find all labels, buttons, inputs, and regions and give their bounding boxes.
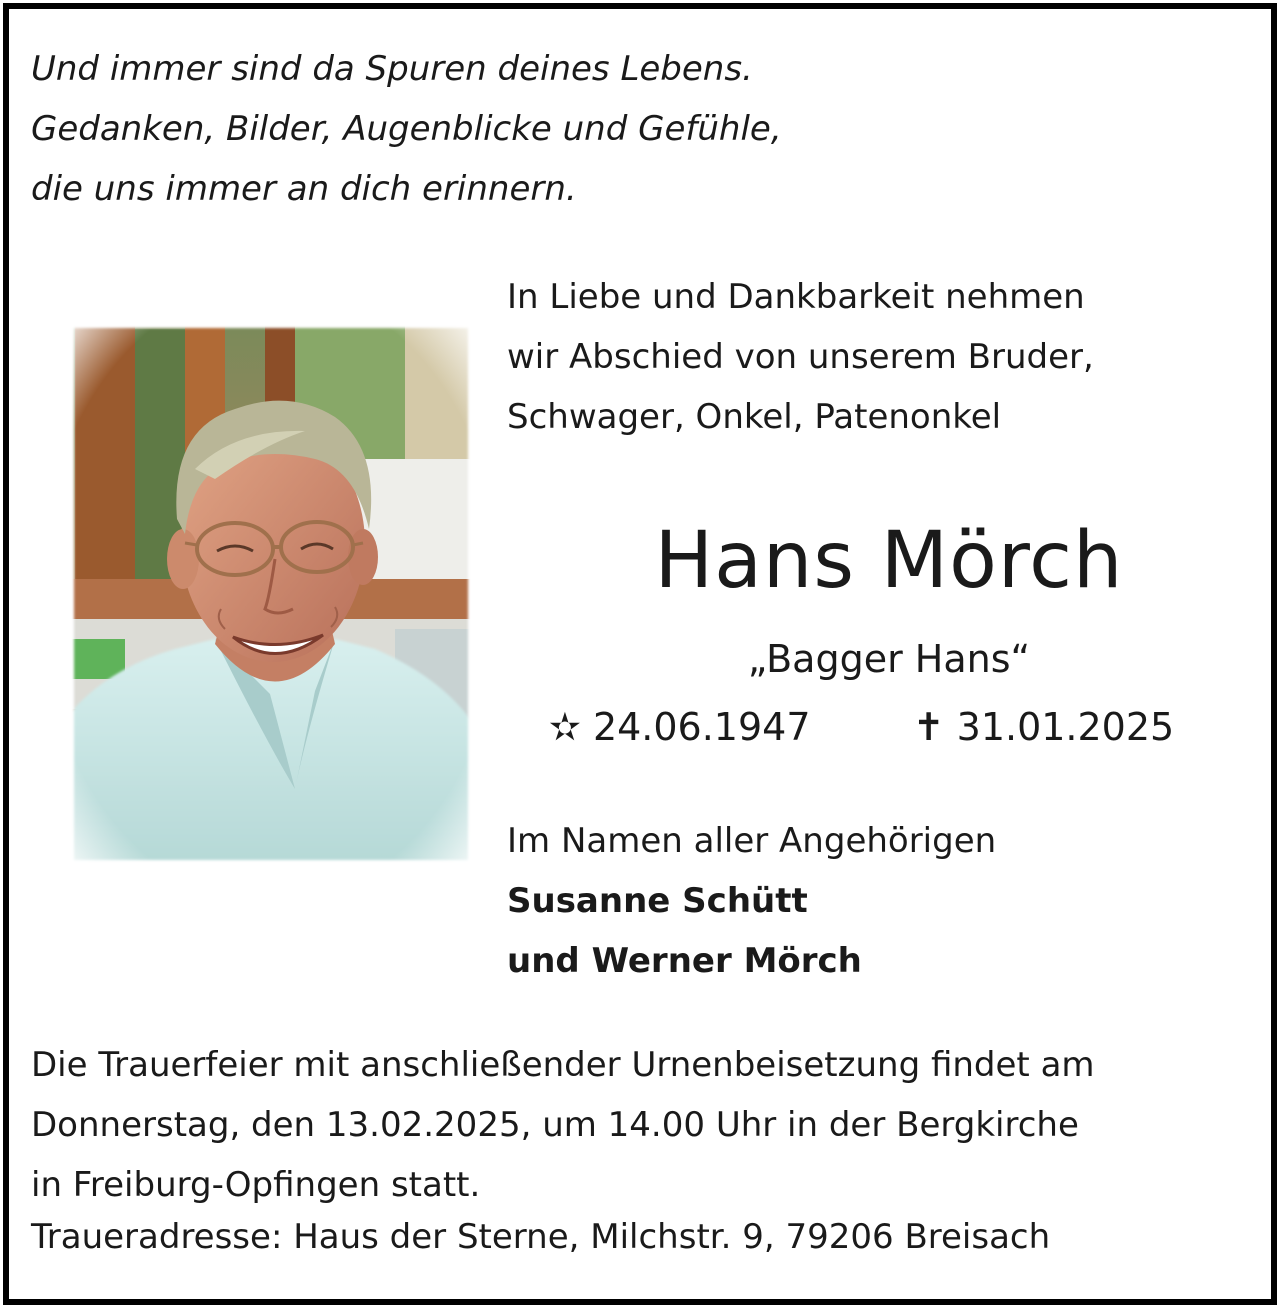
- service-line-3: in Freiburg-Opfingen statt.: [31, 1165, 481, 1205]
- signatory-name-2: und Werner Mörch: [507, 941, 862, 981]
- intro-line-2: wir Abschied von unserem Bruder,: [507, 337, 1094, 377]
- birth-star-icon: ✫: [549, 705, 581, 749]
- intro-line-3: Schwager, Onkel, Patenonkel: [507, 397, 1002, 437]
- poem-line-1: Und immer sind da Spuren deines Lebens.: [31, 49, 753, 89]
- signatory-name-1: Susanne Schütt: [507, 881, 808, 921]
- life-dates: [549, 697, 1174, 757]
- mourning-address: Traueradresse: Haus der Sterne, Milchstr. 9, 79206 Breisach: [31, 1217, 1051, 1257]
- memorial-poem: [31, 39, 1251, 219]
- deceased-nickname: „Bagger Hans“: [747, 637, 1031, 681]
- farewell-intro: [507, 267, 1094, 447]
- service-line-2: Donnerstag, den 13.02.2025, um 14.00 Uhr in der Bergkirche: [31, 1105, 1079, 1145]
- obituary-notice: [3, 3, 1277, 1305]
- signatories-intro: Im Namen aller Angehörigen: [507, 821, 997, 861]
- death-cross-icon: ✝: [912, 705, 945, 749]
- deceased-name: Hans Mörch: [654, 516, 1124, 606]
- funeral-service-info: [31, 1035, 1261, 1215]
- intro-line-1: In Liebe und Dankbarkeit nehmen: [507, 277, 1085, 317]
- portrait-photo: [65, 319, 477, 869]
- death-date: 31.01.2025: [956, 705, 1175, 749]
- service-line-1: Die Trauerfeier mit anschließender Urnenbeisetzung findet am: [31, 1045, 1095, 1085]
- birth-date: 24.06.1947: [592, 705, 811, 749]
- signatories: [507, 811, 996, 991]
- poem-line-3: die uns immer an dich erinnern.: [31, 169, 577, 209]
- poem-line-2: Gedanken, Bilder, Augenblicke und Gefühle,: [31, 109, 782, 149]
